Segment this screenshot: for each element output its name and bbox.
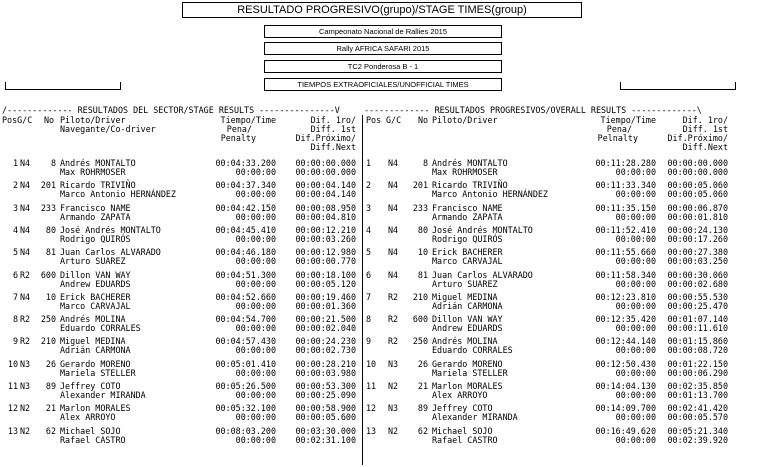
stage-time: 00:04:46.180 xyxy=(215,247,276,258)
col-gc: G/C xyxy=(386,115,402,125)
overall-time: 00:11:58.340 xyxy=(595,269,656,280)
stage-label: TC2 Ponderosa B - 1 xyxy=(264,60,502,73)
overall-dif1: 00:02:41.420 xyxy=(667,403,728,414)
overall-time: 00:12:35.420 xyxy=(595,314,656,325)
overall-difn: 00:00:08.720 xyxy=(667,345,728,356)
overall-difn: 00:02:39.920 xyxy=(667,434,728,445)
overall-time: 00:14:09.700 xyxy=(595,403,656,414)
stage-no: 21 xyxy=(45,403,56,414)
stage-pen: 00:00:00 xyxy=(235,412,276,423)
overall-no: 10 xyxy=(417,247,428,258)
overall-pos: 4 xyxy=(366,224,372,235)
overall-difn: 00:00:01.810 xyxy=(667,211,728,222)
stage-gc: N2 xyxy=(20,403,31,414)
stage-dif1: 00:03:30.000 xyxy=(295,425,356,436)
stage-difn: 00:00:00.000 xyxy=(295,167,356,177)
overall-no: 80 xyxy=(417,224,428,235)
overall-codriver: Rafael CASTRO xyxy=(432,434,498,445)
stage-gc: R2 xyxy=(20,269,31,280)
col-pelnalty-overall: Pelnalty xyxy=(597,133,638,143)
stage-difn: 00:00:05.120 xyxy=(295,278,356,289)
stage-pos: 3 xyxy=(12,202,18,213)
stage-no: 62 xyxy=(45,425,56,436)
overall-time: 00:16:49.620 xyxy=(595,425,656,436)
stage-no: 210 xyxy=(40,336,56,347)
stage-difn: 00:00:03.980 xyxy=(295,367,356,378)
rally-label: Rally AFRICA SAFARI 2015 xyxy=(264,42,502,55)
overall-codriver: Marco Antonio HERNÁNDEZ xyxy=(432,189,548,200)
stage-codriver: Adrián CARMONA xyxy=(60,345,131,356)
overall-driver: Jeffrey COTO xyxy=(432,403,493,414)
overall-difn: 00:00:05.570 xyxy=(667,412,728,423)
overall-row xyxy=(0,204,764,222)
stage-dif1: 00:00:00.000 xyxy=(295,158,356,168)
overall-pen: 00:00:00 xyxy=(615,278,656,289)
overall-row xyxy=(0,181,764,199)
stage-difn: 00:00:02.040 xyxy=(295,323,356,334)
stage-pos: 11 xyxy=(7,381,18,391)
overall-driver: Marlon MORALES xyxy=(432,381,503,391)
overall-gc: N4 xyxy=(388,269,399,280)
overall-pen: 00:00:00 xyxy=(615,300,656,311)
overall-results-banner: ------------- RESULTADOS PROGRESIVOS/OVERALL RESULTS -------------\ xyxy=(364,105,702,115)
stage-pen: 00:00:00 xyxy=(235,300,276,311)
stage-codriver: Max ROHRMOSER xyxy=(60,167,126,177)
overall-row xyxy=(0,427,764,445)
overall-codriver: Rodrigo QUIRÓS xyxy=(432,233,503,244)
stage-codriver: Andrew EDUARDS xyxy=(60,278,131,289)
stage-codriver: Rodrigo QUIRÓS xyxy=(60,233,131,244)
overall-pos: 3 xyxy=(366,202,372,213)
overall-driver: Francisco NAME xyxy=(432,202,503,213)
stage-pen: 00:00:00 xyxy=(235,367,276,378)
overall-dif1: 00:02:35.850 xyxy=(667,381,728,391)
stage-dif1: 00:00:12.210 xyxy=(295,224,356,235)
overall-codriver: Andrew EDUARDS xyxy=(432,323,503,334)
col-difprox: Dif.Próximo/ xyxy=(295,133,356,143)
col-pos: Pos xyxy=(366,115,382,125)
overall-codriver: Marco CARVAJAL xyxy=(432,256,503,267)
overall-pos: 6 xyxy=(366,269,372,280)
stage-gc: R2 xyxy=(20,314,31,325)
stage-no: 80 xyxy=(45,224,56,235)
overall-dif1: 00:00:06.870 xyxy=(667,202,728,213)
stage-dif1: 00:00:12.980 xyxy=(295,247,356,258)
stage-dif1: 00:00:08.950 xyxy=(295,202,356,213)
col-driver: Piloto/Driver xyxy=(60,115,126,125)
stage-codriver: Marco Antonio HERNÁNDEZ xyxy=(60,189,176,200)
stage-driver: José Andrés MONTALTO xyxy=(60,224,161,235)
stage-pos: 1 xyxy=(12,158,18,168)
stage-time: 00:04:42.150 xyxy=(215,202,276,213)
overall-pos: 10 xyxy=(366,358,377,369)
stage-gc: N4 xyxy=(20,247,31,258)
stage-codriver: Mariela STELLER xyxy=(60,367,136,378)
stage-driver: Marlon MORALES xyxy=(60,403,131,414)
stage-pos: 12 xyxy=(7,403,18,414)
stage-pen: 00:00:00 xyxy=(235,434,276,445)
stage-dif1: 00:00:19.460 xyxy=(295,291,356,302)
stage-driver: Andrés MOLINA xyxy=(60,314,126,325)
stage-pen: 00:00:00 xyxy=(235,278,276,289)
overall-codriver: Eduardo CORRALES xyxy=(432,345,513,356)
overall-dif1: 00:00:24.130 xyxy=(667,224,728,235)
stage-codriver: Rafael CASTRO xyxy=(60,434,126,445)
stage-codriver: Marco CARVAJAL xyxy=(60,300,131,311)
overall-pen: 00:00:00 xyxy=(615,412,656,423)
overall-gc: N4 xyxy=(388,202,399,213)
overall-row xyxy=(0,271,764,289)
col-no-overall: No xyxy=(418,115,429,125)
stage-no: 233 xyxy=(40,202,56,213)
stage-dif1: 00:00:04.140 xyxy=(295,180,356,191)
col-codriver: Navegante/Co-driver xyxy=(60,124,156,134)
overall-pen: 00:00:00 xyxy=(615,367,656,378)
stage-pen: 00:00:00 xyxy=(235,256,276,267)
overall-row xyxy=(0,293,764,311)
overall-time: 00:14:04.130 xyxy=(595,381,656,391)
stage-time: 00:05:01.410 xyxy=(215,358,276,369)
overall-row xyxy=(0,226,764,244)
overall-no: 201 xyxy=(412,180,428,191)
stage-pen: 00:00:00 xyxy=(235,233,276,244)
col-time-overall: Tiempo/Time xyxy=(600,115,656,125)
stage-pen: 00:00:00 xyxy=(235,211,276,222)
overall-difn: 00:00:00.000 xyxy=(667,167,728,177)
stage-difn: 00:00:00.770 xyxy=(295,256,356,267)
overall-no: 250 xyxy=(412,336,428,347)
overall-difn: 00:00:11.610 xyxy=(667,323,728,334)
stage-no: 201 xyxy=(40,180,56,191)
championship-label: Campeonato Nacional de Rallies 2015 xyxy=(264,25,502,38)
stage-pen: 00:00:00 xyxy=(235,323,276,334)
overall-gc: N4 xyxy=(388,247,399,258)
stage-pos: 7 xyxy=(12,291,18,302)
overall-row xyxy=(0,337,764,355)
overall-codriver: Alex ARROYO xyxy=(432,390,488,400)
overall-difn: 00:01:13.700 xyxy=(667,390,728,400)
stage-time: 00:05:32.100 xyxy=(215,403,276,414)
stage-difn: 00:00:03.260 xyxy=(295,233,356,244)
overall-gc: R2 xyxy=(388,291,399,302)
overall-driver: Juan Carlos ALVARADO xyxy=(432,269,533,280)
overall-time: 00:11:52.410 xyxy=(595,224,656,235)
stage-pen: 00:00:00 xyxy=(235,390,276,400)
overall-no: 210 xyxy=(412,291,428,302)
overall-time: 00:12:23.810 xyxy=(595,291,656,302)
stage-pen: 00:00:00 xyxy=(235,189,276,200)
overall-codriver: Alexander MIRANDA xyxy=(432,412,518,423)
stage-difn: 00:00:01.360 xyxy=(295,300,356,311)
stage-driver: Dillon VAN WAY xyxy=(60,269,131,280)
col-diff1-overall: Diff. 1st xyxy=(682,124,728,134)
stage-dif1: 00:00:24.230 xyxy=(295,336,356,347)
stage-time: 00:04:45.410 xyxy=(215,224,276,235)
stage-gc: N2 xyxy=(20,425,31,436)
stage-no: 10 xyxy=(45,291,56,302)
overall-pen: 00:00:00 xyxy=(615,390,656,400)
col-penalty: Penalty xyxy=(220,133,256,143)
unofficial-times-label: TIEMPOS EXTRAOFICIALES/UNOFFICIAL TIMES xyxy=(264,78,502,91)
col-diffnext-overall: Diff.Next xyxy=(682,142,728,152)
stage-difn: 00:00:04.810 xyxy=(295,211,356,222)
stage-pos: 4 xyxy=(12,224,18,235)
col-time: Tiempo/Time xyxy=(220,115,276,125)
overall-difn: 00:00:06.290 xyxy=(667,367,728,378)
overall-pen: 00:00:00 xyxy=(615,345,656,356)
overall-driver: Gerardo MORENO xyxy=(432,358,503,369)
col-dif1: Dif. 1ro/ xyxy=(310,115,356,125)
stage-difn: 00:00:25.090 xyxy=(295,390,356,400)
overall-codriver: Adrián CARMONA xyxy=(432,300,503,311)
overall-time: 00:12:50.430 xyxy=(595,358,656,369)
overall-pos: 13 xyxy=(366,425,377,436)
overall-gc: N4 xyxy=(388,224,399,235)
stage-driver: Andrés MONTALTO xyxy=(60,158,136,168)
overall-time: 00:11:33.340 xyxy=(595,180,656,191)
stage-driver: Gerardo MORENO xyxy=(60,358,131,369)
overall-pen: 00:00:00 xyxy=(615,233,656,244)
overall-pen: 00:00:00 xyxy=(615,323,656,334)
overall-pen: 00:00:00 xyxy=(615,167,656,177)
stage-pos: 6 xyxy=(12,269,18,280)
overall-gc: R2 xyxy=(388,314,399,325)
stage-dif1: 00:00:21.500 xyxy=(295,314,356,325)
overall-pos: 2 xyxy=(366,180,372,191)
overall-difn: 00:00:05.060 xyxy=(667,189,728,200)
overall-time: 00:11:55.660 xyxy=(595,247,656,258)
stage-driver: Miguel MEDINA xyxy=(60,336,126,347)
stage-pos: 2 xyxy=(12,180,18,191)
stage-pos: 10 xyxy=(7,358,18,369)
overall-pos: 8 xyxy=(366,314,372,325)
overall-dif1: 00:00:05.060 xyxy=(667,180,728,191)
stage-no: 26 xyxy=(45,358,56,369)
overall-row xyxy=(0,159,764,177)
col-pena: Pena/ xyxy=(226,124,252,134)
stage-no: 600 xyxy=(40,269,56,280)
stage-time: 00:04:54.700 xyxy=(215,314,276,325)
overall-no: 89 xyxy=(417,403,428,414)
stage-driver: Francisco NAME xyxy=(60,202,131,213)
overall-codriver: Max ROHRMOSER xyxy=(432,167,498,177)
overall-driver: Dillon VAN WAY xyxy=(432,314,503,325)
stage-driver: Ricardo TRIVIÑO xyxy=(60,180,136,191)
stage-difn: 00:00:02.730 xyxy=(295,345,356,356)
overall-pos: 11 xyxy=(366,381,377,391)
stage-difn: 00:00:04.140 xyxy=(295,189,356,200)
report-title: RESULTADO PROGRESIVO(grupo)/STAGE TIMES(group) xyxy=(182,2,582,18)
stage-gc: N3 xyxy=(20,381,31,391)
overall-pos: 9 xyxy=(366,336,372,347)
overall-time: 00:11:35.150 xyxy=(595,202,656,213)
stage-pos: 9 xyxy=(12,336,18,347)
overall-dif1: 00:01:22.150 xyxy=(667,358,728,369)
overall-pen: 00:00:00 xyxy=(615,211,656,222)
stage-gc: N3 xyxy=(20,358,31,369)
overall-gc: N4 xyxy=(388,180,399,191)
overall-dif1: 00:00:27.380 xyxy=(667,247,728,258)
overall-gc: N3 xyxy=(388,403,399,414)
overall-driver: José Andrés MONTALTO xyxy=(432,224,533,235)
overall-row xyxy=(0,315,764,333)
overall-row xyxy=(0,360,764,378)
stage-gc: R2 xyxy=(20,336,31,347)
overall-no: 21 xyxy=(417,381,428,391)
overall-codriver: Armando ZAPATA xyxy=(432,211,503,222)
overall-difn: 00:00:17.260 xyxy=(667,233,728,244)
overall-no: 233 xyxy=(412,202,428,213)
col-difprox-overall: Dif.Próximo/ xyxy=(667,133,728,143)
stage-no: 250 xyxy=(40,314,56,325)
stage-gc: N4 xyxy=(20,180,31,191)
col-posgc: PosG/C xyxy=(2,115,33,125)
overall-gc: N3 xyxy=(388,358,399,369)
stage-dif1: 00:00:53.300 xyxy=(295,381,356,391)
overall-row xyxy=(0,382,764,400)
stage-time: 00:05:26.500 xyxy=(215,381,276,391)
overall-difn: 00:00:02.680 xyxy=(667,278,728,289)
overall-driver: Michael SOJO xyxy=(432,425,493,436)
stage-gc: N4 xyxy=(20,202,31,213)
overall-gc: R2 xyxy=(388,336,399,347)
overall-no: 26 xyxy=(417,358,428,369)
stage-time: 00:04:52.660 xyxy=(215,291,276,302)
overall-time: 00:11:28.280 xyxy=(595,158,656,168)
overall-driver: Ricardo TRIVIÑO xyxy=(432,180,508,191)
overall-codriver: Mariela STELLER xyxy=(432,367,508,378)
stage-no: 89 xyxy=(45,381,56,391)
overall-dif1: 00:05:21.340 xyxy=(667,425,728,436)
overall-codriver: Arturo SUAREZ xyxy=(432,278,498,289)
stage-pos: 5 xyxy=(12,247,18,258)
stage-dif1: 00:00:58.900 xyxy=(295,403,356,414)
stage-time: 00:04:51.300 xyxy=(215,269,276,280)
overall-pos: 12 xyxy=(366,403,377,414)
stage-time: 00:04:57.430 xyxy=(215,336,276,347)
overall-no: 62 xyxy=(417,425,428,436)
overall-no: 600 xyxy=(412,314,428,325)
overall-row xyxy=(0,248,764,266)
overall-difn: 00:00:03.250 xyxy=(667,256,728,267)
overall-gc: N2 xyxy=(388,381,399,391)
overall-pen: 00:00:00 xyxy=(615,434,656,445)
stage-driver: Jeffrey COTO xyxy=(60,381,121,391)
col-diff1: Diff. 1st xyxy=(310,124,356,134)
overall-pen: 00:00:00 xyxy=(615,189,656,200)
left-bracket xyxy=(5,82,121,90)
stage-dif1: 00:00:18.100 xyxy=(295,269,356,280)
overall-driver: Andrés MOLINA xyxy=(432,336,498,347)
overall-gc: N2 xyxy=(388,425,399,436)
col-pena-overall: Pena/ xyxy=(606,124,632,134)
stage-gc: N4 xyxy=(20,291,31,302)
stage-codriver: Armando ZAPATA xyxy=(60,211,131,222)
overall-dif1: 00:00:55.530 xyxy=(667,291,728,302)
stage-pos: 13 xyxy=(7,425,18,436)
stage-gc: N4 xyxy=(20,224,31,235)
stage-no: 81 xyxy=(45,247,56,258)
stage-results-banner: /------------- RESULTADOS DEL SECTOR/STAGE RESULTS ---------------V xyxy=(2,105,340,115)
overall-pos: 7 xyxy=(366,291,372,302)
overall-driver: Andrés MONTALTO xyxy=(432,158,508,168)
overall-row xyxy=(0,404,764,422)
col-dif1-overall: Dif. 1ro/ xyxy=(682,115,728,125)
stage-codriver: Arturo SUAREZ xyxy=(60,256,126,267)
overall-gc: N4 xyxy=(388,158,399,168)
stage-no: 8 xyxy=(50,158,56,168)
stage-pos: 8 xyxy=(12,314,18,325)
stage-codriver: Alex ARROYO xyxy=(60,412,116,423)
overall-driver: Miguel MEDINA xyxy=(432,291,498,302)
stage-driver: Michael SOJO xyxy=(60,425,121,436)
stage-codriver: Alexander MIRANDA xyxy=(60,390,146,400)
col-no: No xyxy=(44,115,55,125)
col-diffnext: Diff.Next xyxy=(310,142,356,152)
right-bracket xyxy=(620,82,736,90)
stage-codriver: Eduardo CORRALES xyxy=(60,323,141,334)
overall-pos: 5 xyxy=(366,247,372,258)
overall-time: 00:12:44.140 xyxy=(595,336,656,347)
overall-dif1: 00:00:30.060 xyxy=(667,269,728,280)
stage-difn: 00:02:31.100 xyxy=(295,434,356,445)
overall-dif1: 00:01:15.860 xyxy=(667,336,728,347)
stage-dif1: 00:00:28.210 xyxy=(295,358,356,369)
overall-no: 8 xyxy=(422,158,428,168)
stage-gc: N4 xyxy=(20,158,31,168)
stage-time: 00:04:37.340 xyxy=(215,180,276,191)
overall-dif1: 00:01:07.140 xyxy=(667,314,728,325)
stage-time: 00:04:33.200 xyxy=(215,158,276,168)
overall-pen: 00:00:00 xyxy=(615,256,656,267)
stage-driver: Juan Carlos ALVARADO xyxy=(60,247,161,258)
overall-no: 81 xyxy=(417,269,428,280)
overall-difn: 00:00:25.470 xyxy=(667,300,728,311)
stage-pen: 00:00:00 xyxy=(235,167,276,177)
overall-dif1: 00:00:00.000 xyxy=(667,158,728,168)
overall-pos: 1 xyxy=(366,158,372,168)
stage-time: 00:08:03.200 xyxy=(215,425,276,436)
stage-difn: 00:00:05.600 xyxy=(295,412,356,423)
stage-driver: Erick BACHERER xyxy=(60,291,131,302)
overall-driver: Erick BACHERER xyxy=(432,247,503,258)
stage-pen: 00:00:00 xyxy=(235,345,276,356)
col-driver-overall: Piloto/Driver xyxy=(432,115,498,125)
